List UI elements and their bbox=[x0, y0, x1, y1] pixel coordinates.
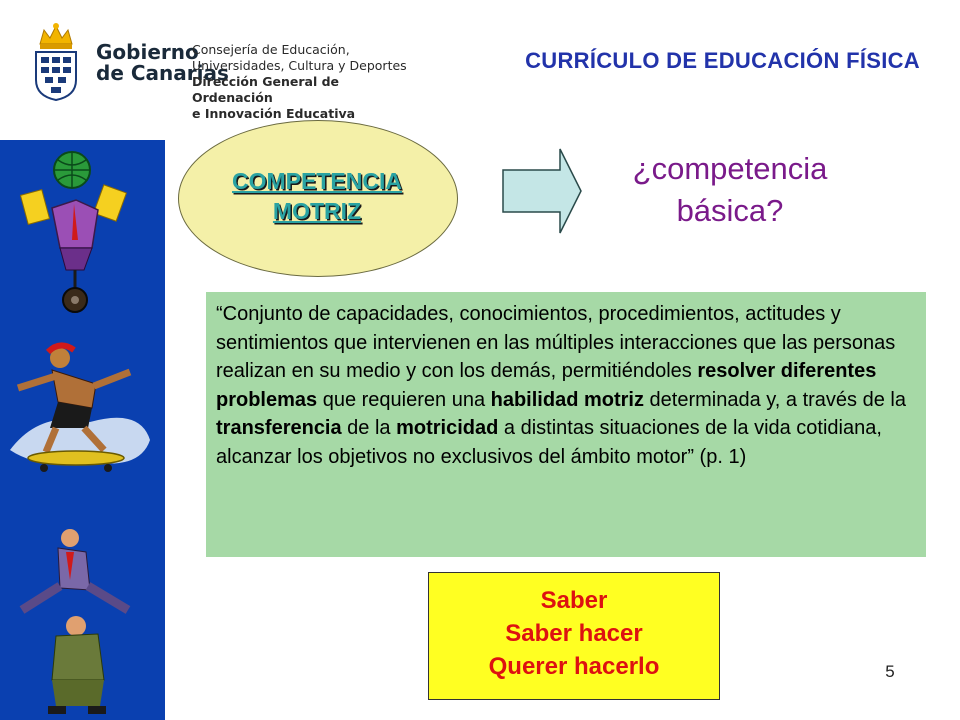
question-line: básica? bbox=[676, 193, 784, 228]
question-line: ¿competencia bbox=[632, 151, 828, 186]
leapfrog-icon bbox=[22, 529, 128, 714]
government-name-line: Gobierno bbox=[96, 40, 199, 64]
juggler-globe-icon bbox=[20, 152, 126, 312]
department-line: Consejería de Educación, bbox=[192, 42, 350, 57]
slide-title: CURRÍCULO DE EDUCACIÓN FÍSICA bbox=[525, 48, 920, 73]
government-logo bbox=[22, 16, 422, 121]
definition-emphasis: motricidad bbox=[396, 417, 499, 439]
crown-shield-logo-icon bbox=[30, 22, 82, 102]
definition-emphasis: transferencia bbox=[216, 417, 342, 439]
concept-label bbox=[178, 166, 456, 226]
definition-emphasis: habilidad motriz bbox=[490, 388, 644, 411]
page-number: 5 bbox=[885, 662, 895, 681]
definition-box bbox=[206, 292, 926, 557]
concept-label-line: MOTRIZ bbox=[272, 198, 362, 224]
definition-segment: que requieren una bbox=[317, 388, 491, 411]
department-line: e Innovación Educativa bbox=[192, 106, 356, 121]
saber-box bbox=[428, 572, 720, 700]
skateboarder-icon bbox=[10, 345, 150, 472]
government-name-line: de Canarias bbox=[96, 61, 229, 85]
department-line: Universidades, Cultura y Deportes bbox=[192, 58, 407, 73]
definition-segment: “Conjunto de capacidades, conocimientos, procedimientos, actitudes y sentimientos que intervienen en las múltiples interacciones que las personas realizan en su medio y con los demás, permitiéndoles bbox=[216, 303, 896, 382]
definition-segment: determinada y, a través de la bbox=[643, 388, 906, 411]
right-arrow-icon bbox=[502, 148, 582, 234]
sidebar-illustration bbox=[0, 140, 165, 720]
department-name bbox=[192, 42, 422, 122]
definition-emphasis: resolver diferentes problemas bbox=[216, 360, 877, 411]
saber-line: Saber bbox=[540, 587, 608, 614]
department-line: Dirección General de Ordenación bbox=[192, 74, 340, 105]
definition-segment: a distintas situaciones de la vida cotidiana, alcanzar los objetivos no exclusivos del ámbito motor” (p. 1) bbox=[216, 417, 882, 468]
saber-line: Saber hacer bbox=[505, 620, 643, 647]
saber-line: Querer hacerlo bbox=[488, 653, 660, 680]
definition-segment: de la bbox=[341, 417, 397, 439]
question-text bbox=[590, 148, 870, 232]
concept-label-line: COMPETENCIA bbox=[232, 168, 402, 194]
